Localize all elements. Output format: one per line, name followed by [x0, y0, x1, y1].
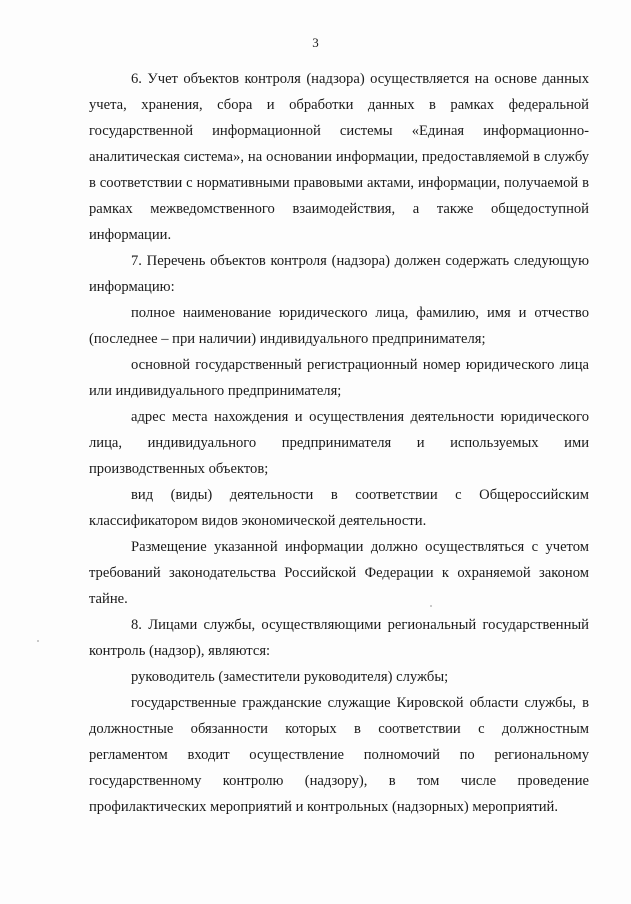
- scan-speck: [430, 605, 432, 607]
- paragraph-8-service-officials: 8. Лицами службы, осуществляющими региональный государственный контроль (надзор), являются:: [89, 617, 589, 659]
- list-item-full-name: полное наименование юридического лица, фамилию, имя и отчество (последнее – при наличии) индивидуального предпринимателя;: [89, 305, 589, 347]
- document-body: [89, 66, 589, 820]
- list-item-address: адрес места нахождения и осуществления деятельности юридического лица, индивидуального предпринимателя и используемых ими производственных объектов;: [89, 409, 589, 477]
- page-number: 3: [312, 35, 319, 50]
- scan-speck: [37, 640, 39, 642]
- list-item-registration-number: основной государственный регистрационный номер юридического лица или индивидуального предпринимателя;: [89, 357, 589, 399]
- paragraph-information-placement: Размещение указанной информации должно осуществляться с учетом требований законодательства Российской Федерации к охраняемой законом тайне.: [89, 539, 589, 607]
- list-item-head-of-service: руководитель (заместители руководителя) службы;: [131, 669, 449, 685]
- list-item-activity-type: вид (виды) деятельности в соответствии с Общероссийским классификатором видов экономической деятельности.: [89, 487, 589, 529]
- paragraph-7-objects-list: 7. Перечень объектов контроля (надзора) должен содержать следующую информацию:: [89, 253, 589, 295]
- paragraph-6-objects-accounting: 6. Учет объектов контроля (надзора) осуществляется на основе данных учета, хранения, сбора и обработки данных в рамках федеральной государственной информационной системы «Единая информационно-аналитическая система», на основании информации, предоставляемой в службу в соответствии с нормативными правовыми актами, информации, получаемой в рамках межведомственного взаимодействия, а также общедоступной информации.: [89, 71, 589, 243]
- list-item-civil-servants: государственные гражданские служащие Кировской области службы, в должностные обязанности которых в соответствии с должностным регламентом входит осуществление полномочий по региональному государственному контролю (надзору), в том числе проведение профилактических мероприятий и контрольных (надзорных) мероприятий.: [89, 695, 589, 815]
